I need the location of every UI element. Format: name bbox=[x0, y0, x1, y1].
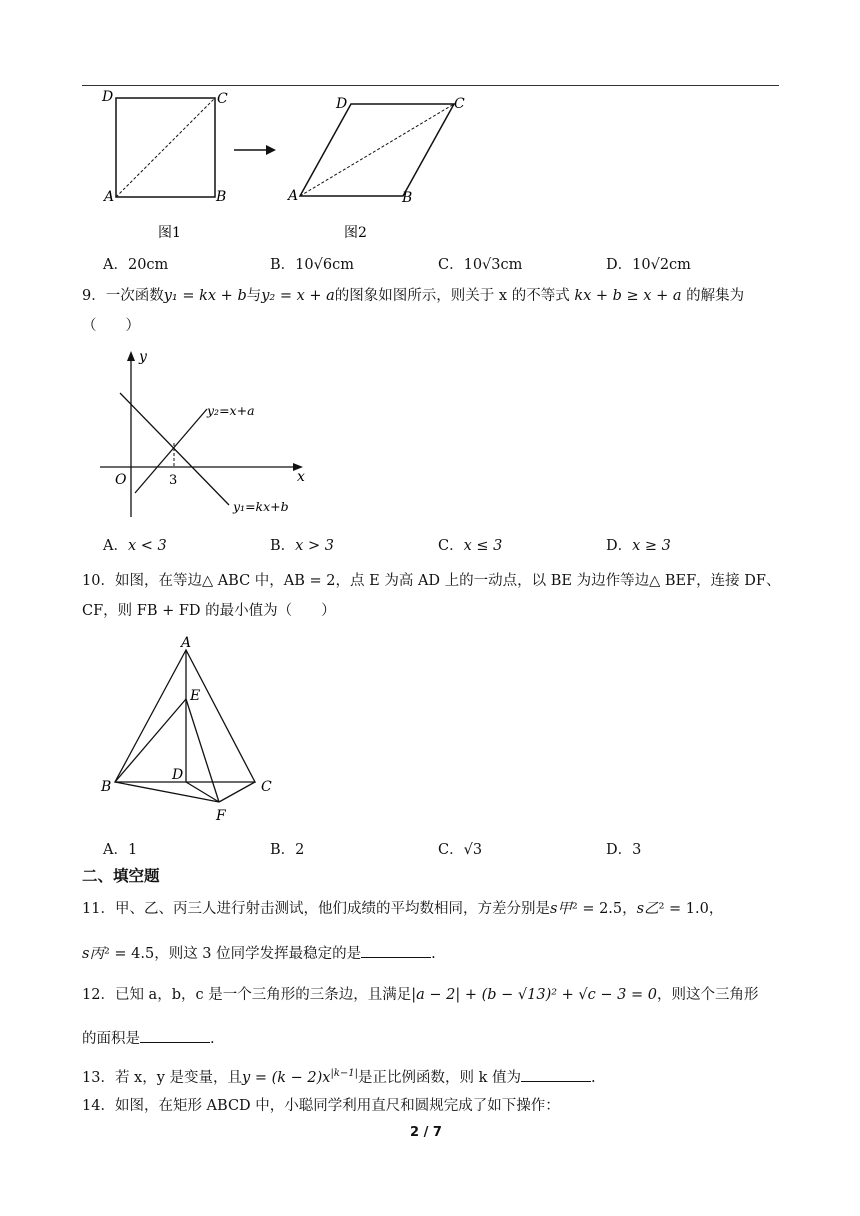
fig2-label-c: C bbox=[454, 96, 465, 112]
fig2-caption: 图2 bbox=[344, 225, 367, 241]
q11-s-yi: s乙 bbox=[636, 901, 659, 917]
q10-option-b[interactable] bbox=[270, 838, 304, 859]
option-letter: D． bbox=[606, 257, 633, 273]
q11-text: 11．甲、乙、丙三人进行射击测试，他们成绩的平均数相同，方差分别是 bbox=[82, 901, 550, 917]
q9-text: 一次函数 bbox=[105, 288, 164, 304]
q9-option-c[interactable] bbox=[438, 534, 502, 555]
q9-inequality: kx + b ≥ x + a bbox=[574, 288, 682, 304]
y-axis-arrow-icon bbox=[127, 351, 135, 361]
option-value: √3 bbox=[463, 842, 483, 858]
option-value: 10√3cm bbox=[463, 257, 523, 273]
q10-option-a[interactable] bbox=[103, 838, 137, 859]
option-letter: D． bbox=[606, 538, 633, 554]
option-letter: A． bbox=[103, 842, 128, 858]
q13-expression: y = (k − 2)x bbox=[242, 1069, 331, 1086]
q10-option-d[interactable] bbox=[606, 838, 641, 859]
graph-tick-label: 3 bbox=[169, 473, 178, 488]
q13-text: 是正比例函数，则 k 值为 bbox=[358, 1069, 522, 1086]
option-letter: C． bbox=[438, 538, 464, 554]
q10-option-c[interactable] bbox=[438, 838, 482, 859]
q8-figures bbox=[90, 86, 490, 246]
fig1-label-d: D bbox=[102, 89, 114, 105]
q8-option-a[interactable] bbox=[103, 253, 168, 274]
q8-option-c[interactable] bbox=[438, 253, 522, 274]
fig1-label-a: A bbox=[104, 189, 115, 205]
option-letter: B． bbox=[270, 257, 296, 273]
option-value: 3 bbox=[632, 842, 642, 858]
fig1-label-c: C bbox=[217, 91, 228, 107]
q12-expression: |a − 2| + (b − √13)² + √c − 3 = 0 bbox=[411, 987, 657, 1003]
q11-line1 bbox=[82, 899, 723, 919]
q12-text: 12．已知 a，b，c 是一个三角形的三条边，且满足 bbox=[82, 987, 412, 1003]
page-number: 2 / 7 bbox=[410, 1125, 442, 1140]
option-value: 2 bbox=[295, 842, 305, 858]
q9-graph bbox=[95, 345, 315, 520]
q11-v-jia: ² = 2.5， bbox=[571, 901, 637, 917]
q11-answer-blank[interactable] bbox=[361, 943, 431, 958]
question-number: 10． bbox=[82, 573, 115, 589]
q13-exponent: |k−1| bbox=[330, 1068, 359, 1079]
q9-stem bbox=[82, 286, 744, 306]
option-letter: A． bbox=[103, 257, 128, 273]
q10-stem-line1 bbox=[82, 571, 780, 591]
option-letter: B． bbox=[270, 842, 296, 858]
fig2-label-d: D bbox=[336, 96, 348, 112]
option-value: 10√6cm bbox=[295, 257, 354, 273]
q9-option-d[interactable] bbox=[606, 534, 671, 555]
q11-v-bing: ² = 4.5，则这 3 位同学发挥最稳定的是 bbox=[103, 946, 362, 962]
q11-end: . bbox=[431, 946, 436, 962]
q12-answer-blank[interactable] bbox=[140, 1028, 210, 1043]
fig1-label-b: B bbox=[216, 189, 227, 205]
q11-v-yi: ² = 1.0， bbox=[658, 901, 724, 917]
option-value: x < 3 bbox=[127, 538, 167, 554]
fig2-label-b: B bbox=[402, 190, 413, 206]
q12-line1 bbox=[82, 985, 758, 1005]
option-letter: C． bbox=[438, 842, 464, 858]
q11-line2 bbox=[82, 943, 436, 964]
question-number: 9． bbox=[82, 288, 106, 304]
fig-label-c: C bbox=[261, 779, 272, 795]
fig-label-e: E bbox=[190, 688, 201, 704]
q9-text: 的图象如图所示，则关于 x 的不等式 bbox=[334, 288, 570, 304]
q10-text: 如图，在等边△ ABC 中，AB = 2，点 E 为高 AD 上的一动点，以 BE 为边作等边△ BEF，连接 DF、 bbox=[114, 573, 781, 589]
q9-paren: （ ） bbox=[82, 318, 140, 334]
graph-line1-label: y₁=kx+b bbox=[233, 499, 289, 514]
q12-end: . bbox=[210, 1031, 215, 1047]
section-title: 二、填空题 bbox=[82, 867, 160, 885]
graph-line2-label: y₂=x+a bbox=[207, 403, 255, 418]
option-value: x > 3 bbox=[295, 538, 334, 554]
option-value: 10√2cm bbox=[632, 257, 691, 273]
q10-stem-line2: CF，则 FB + FD 的最小值为（ ） bbox=[82, 603, 336, 619]
q9-eq1: y₁ = kx + b bbox=[163, 288, 247, 304]
fig1-caption: 图1 bbox=[158, 225, 181, 241]
graph-x-label: x bbox=[297, 469, 305, 485]
q11-s-bing: s丙 bbox=[82, 946, 104, 962]
q9-option-b[interactable] bbox=[270, 534, 334, 555]
fig-label-a: A bbox=[181, 635, 192, 651]
graph-origin-label: O bbox=[115, 472, 127, 488]
q11-s-jia: s甲 bbox=[549, 901, 572, 917]
q14-line: 14．如图，在矩形 ABCD 中，小聪同学利用直尺和圆规完成了如下操作： bbox=[82, 1098, 560, 1114]
option-letter: B． bbox=[270, 538, 296, 554]
q10-figure bbox=[95, 632, 295, 827]
q13-answer-blank[interactable] bbox=[521, 1067, 591, 1082]
option-letter: C． bbox=[438, 257, 464, 273]
q8-option-b[interactable] bbox=[270, 253, 354, 274]
q9-eq2: y₂ = x + a bbox=[261, 288, 335, 304]
option-value: x ≥ 3 bbox=[632, 538, 671, 554]
fig-label-d: D bbox=[172, 767, 184, 783]
option-value: 1 bbox=[127, 842, 138, 858]
option-letter: A． bbox=[103, 538, 128, 554]
q9-text: 与 bbox=[246, 288, 262, 304]
q12-text: ，则这个三角形 bbox=[656, 987, 759, 1003]
fig-label-f: F bbox=[216, 808, 226, 824]
fig-label-b: B bbox=[101, 779, 112, 795]
graph-y-label: y bbox=[139, 349, 147, 365]
q8-option-d[interactable] bbox=[606, 253, 691, 274]
q13-line bbox=[82, 1064, 596, 1088]
q13-end: . bbox=[591, 1069, 596, 1086]
q9-option-a[interactable] bbox=[103, 534, 167, 555]
q13-text: 13．若 x，y 是变量，且 bbox=[82, 1069, 243, 1086]
option-value: 20cm bbox=[127, 257, 169, 273]
option-letter: D． bbox=[606, 842, 633, 858]
q9-text: 的解集为 bbox=[686, 288, 745, 304]
option-value: x ≤ 3 bbox=[463, 538, 503, 554]
q12-text: 的面积是 bbox=[82, 1031, 140, 1047]
arrow-right-icon bbox=[266, 145, 276, 155]
fig2-label-a: A bbox=[288, 188, 299, 204]
q12-line2 bbox=[82, 1028, 215, 1049]
